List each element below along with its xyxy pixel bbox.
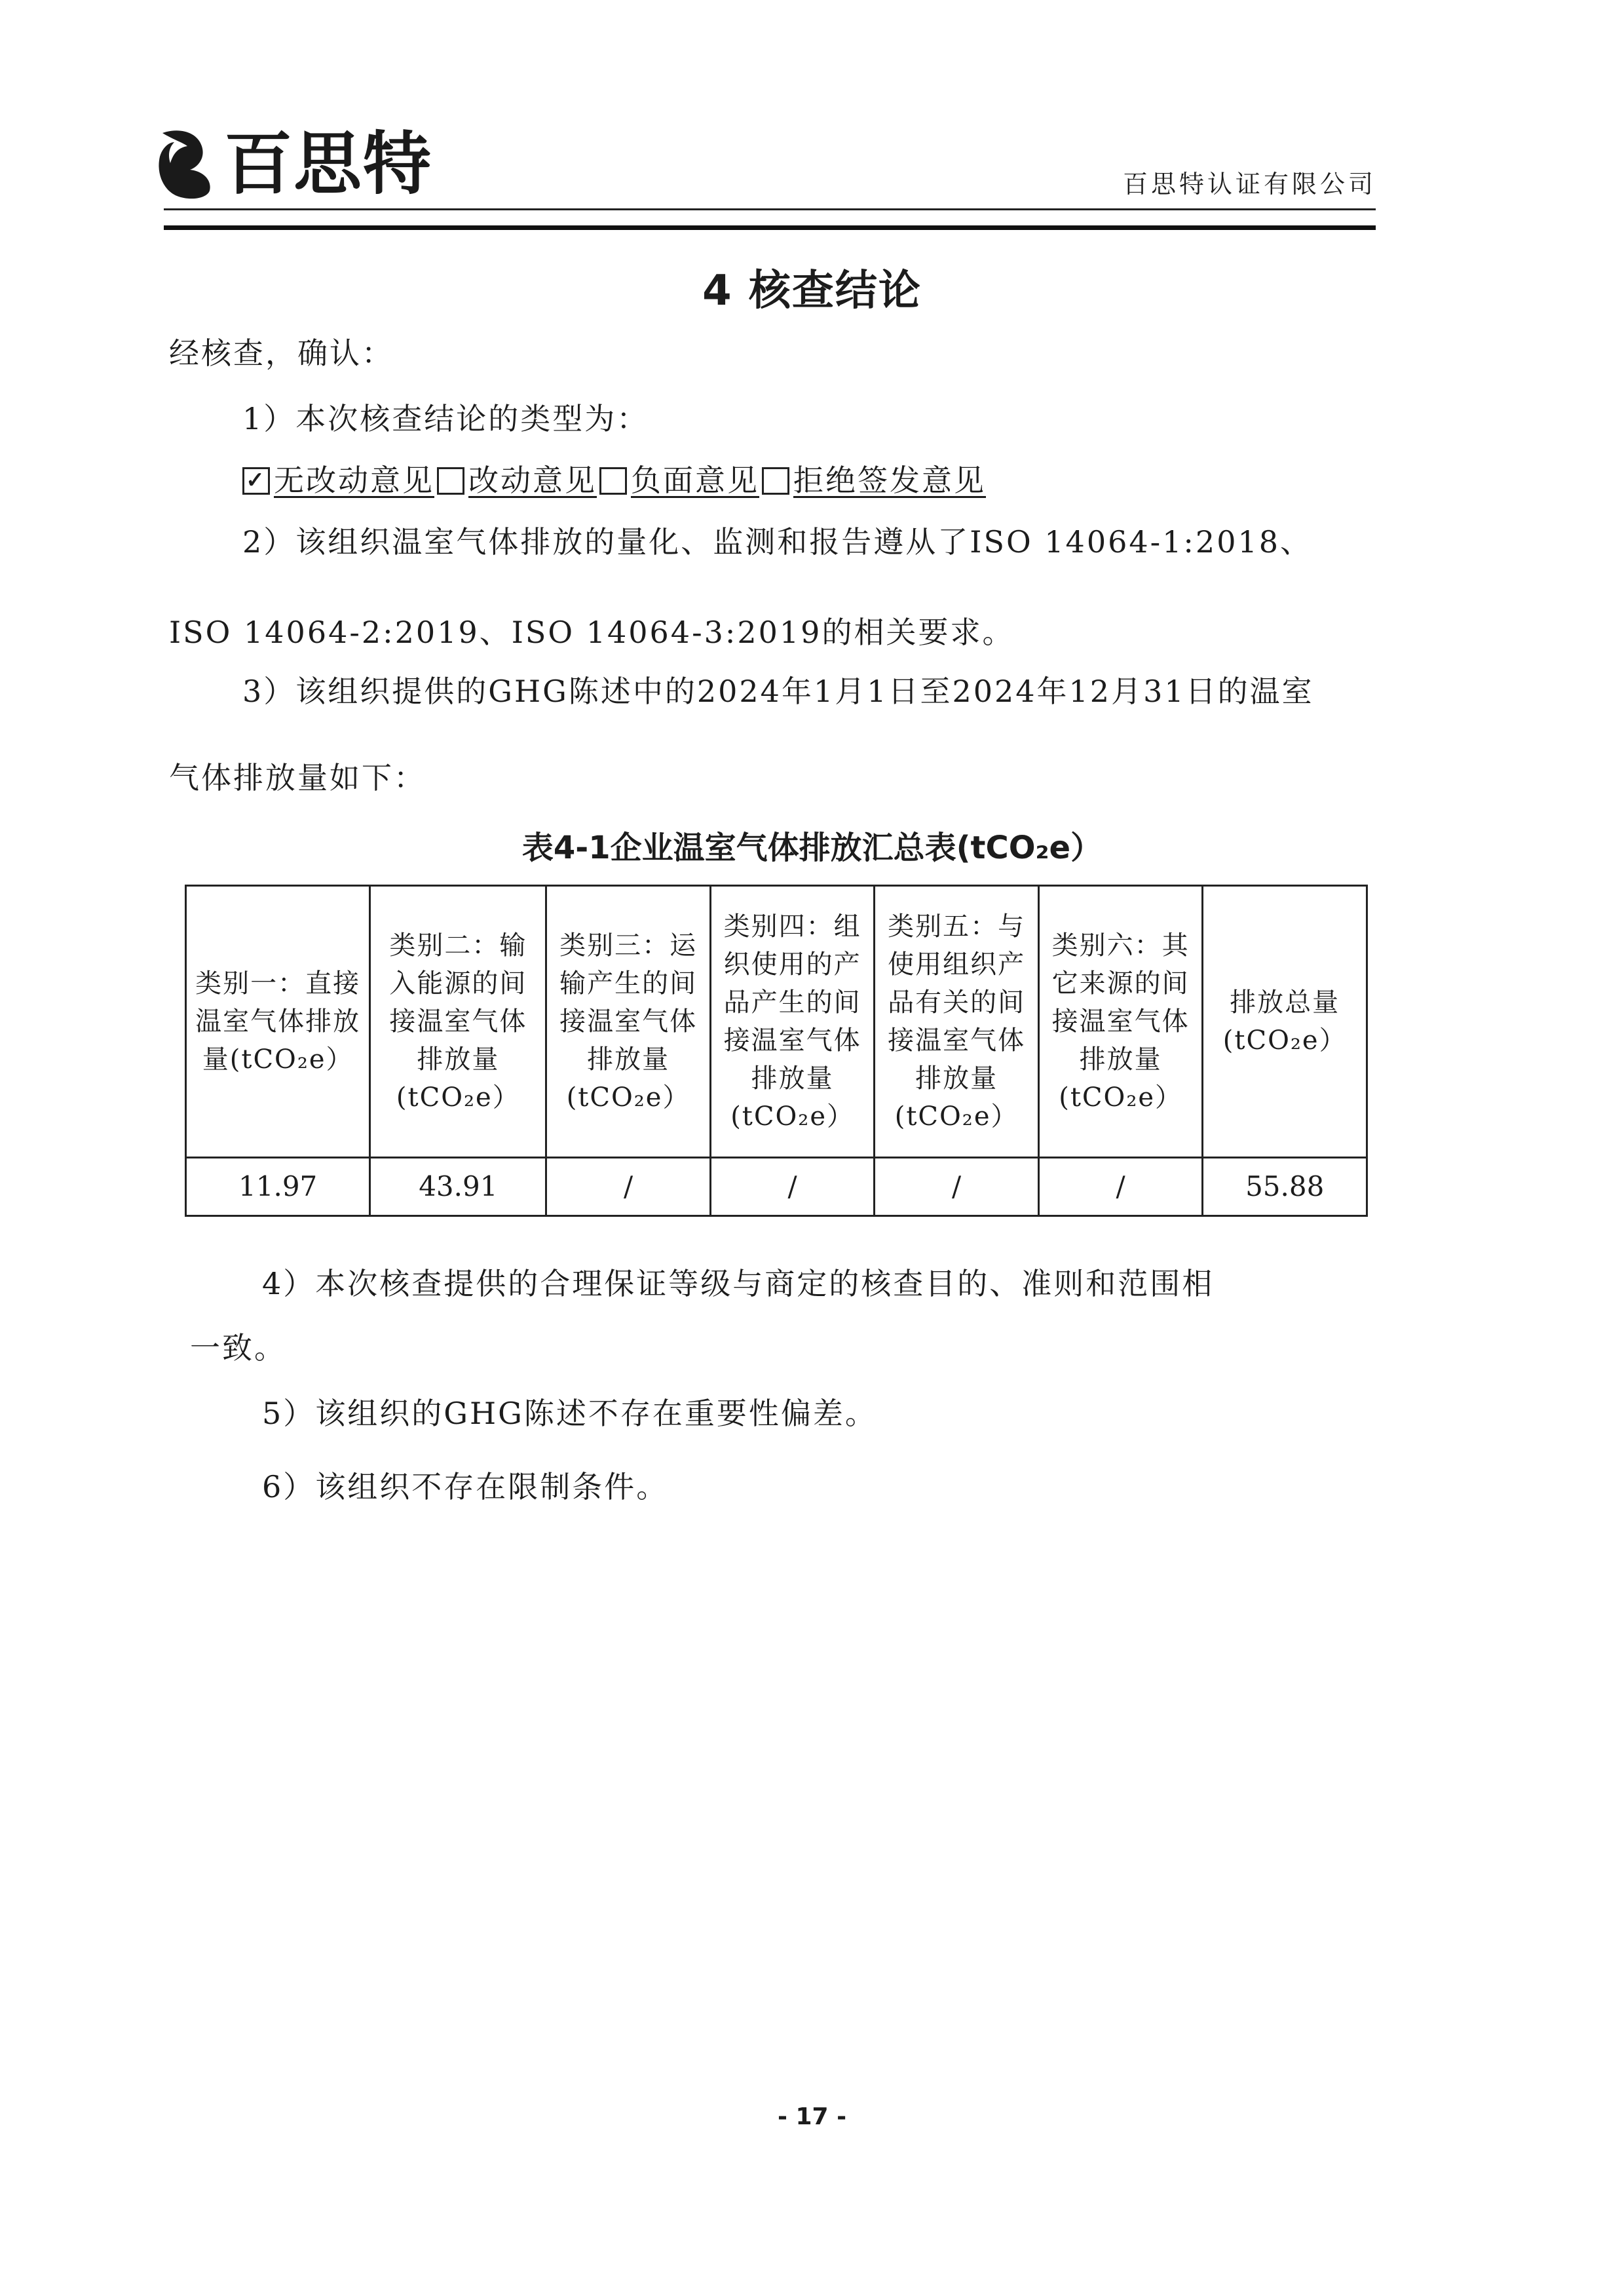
header-cell: 类别五：与使用组织产品有关的间接温室气体排放量(tCO₂e） [875,886,1039,1158]
checkbox-icon[interactable] [437,467,464,495]
header-cell: 类别四：组织使用的产品产生的间接温室气体排放量(tCO₂e） [710,886,875,1158]
header-divider-thick [164,225,1376,230]
standards-item-line2: ISO 14064-2:2019、ISO 14064-3:2019的相关要求。 [169,615,1015,650]
materiality-item: 5）该组织的GHG陈述不存在重要性偏差。 [262,1396,877,1431]
header-cell: 类别六：其它来源的间接温室气体排放量(tCO₂e） [1038,886,1203,1158]
table-header-row [186,886,1367,1158]
emissions-summary-table [185,885,1368,1217]
header-cell: 排放总量(tCO₂e） [1203,886,1367,1158]
header-cell: 类别三：运输产生的间接温室气体排放量(tCO₂e） [546,886,711,1158]
value-cell: / [546,1158,711,1216]
checkbox-checked-icon[interactable]: ✓ [242,467,270,495]
value-cell: / [1038,1158,1203,1216]
table-title: 表4-1企业温室气体排放汇总表(tCO₂e） [521,830,1103,866]
assurance-item-line2: 一致。 [190,1330,286,1366]
value-cell: 43.91 [370,1158,546,1216]
value-cell: / [875,1158,1039,1216]
value-cell: 11.97 [186,1158,370,1216]
value-cell: / [710,1158,875,1216]
option-label: 负面意见 [631,463,759,498]
header-divider-thin [164,208,1376,210]
table-row [186,1158,1367,1216]
option-label: 改动意见 [468,463,597,498]
option-label: 拒绝签发意见 [793,463,986,498]
conclusion-options [242,463,989,499]
checkbox-icon[interactable] [599,467,627,495]
limitation-item: 6）该组织不存在限制条件。 [262,1469,669,1504]
page-number: - 17 - [777,2103,847,2130]
header-cell: 类别一：直接温室气体排放量(tCO₂e） [186,886,370,1158]
option-label: 无改动意见 [274,463,434,498]
standards-item-line1: 2）该组织温室气体排放的量化、监测和报告遵从了ISO 14064-1:2018、 [242,524,1312,560]
header-cell: 类别二：输入能源的间接温室气体排放量(tCO₂e） [370,886,546,1158]
logo-mark-icon [149,128,217,200]
section-title: 4 核查结论 [702,267,922,315]
emissions-item-line1: 3）该组织提供的GHG陈述中的2024年1月1日至2024年12月31日的温室 [242,674,1314,709]
option-change[interactable] [437,463,599,499]
option-negative[interactable] [599,463,762,499]
option-no-change[interactable] [242,463,437,499]
checkbox-icon[interactable] [762,467,789,495]
company-logo [149,121,432,206]
logo-text: 百思特 [224,124,433,204]
value-cell: 55.88 [1203,1158,1367,1216]
assurance-item-line1: 4）本次核查提供的合理保证等级与商定的核查目的、准则和范围相 [262,1266,1215,1301]
company-name: 百思特认证有限公司 [1122,170,1376,199]
conclusion-type-item: 1）本次核查结论的类型为： [242,401,649,436]
emissions-item-line2: 气体排放量如下： [169,760,426,795]
option-refuse[interactable] [762,463,989,499]
intro-text: 经核查，确认： [169,335,394,371]
